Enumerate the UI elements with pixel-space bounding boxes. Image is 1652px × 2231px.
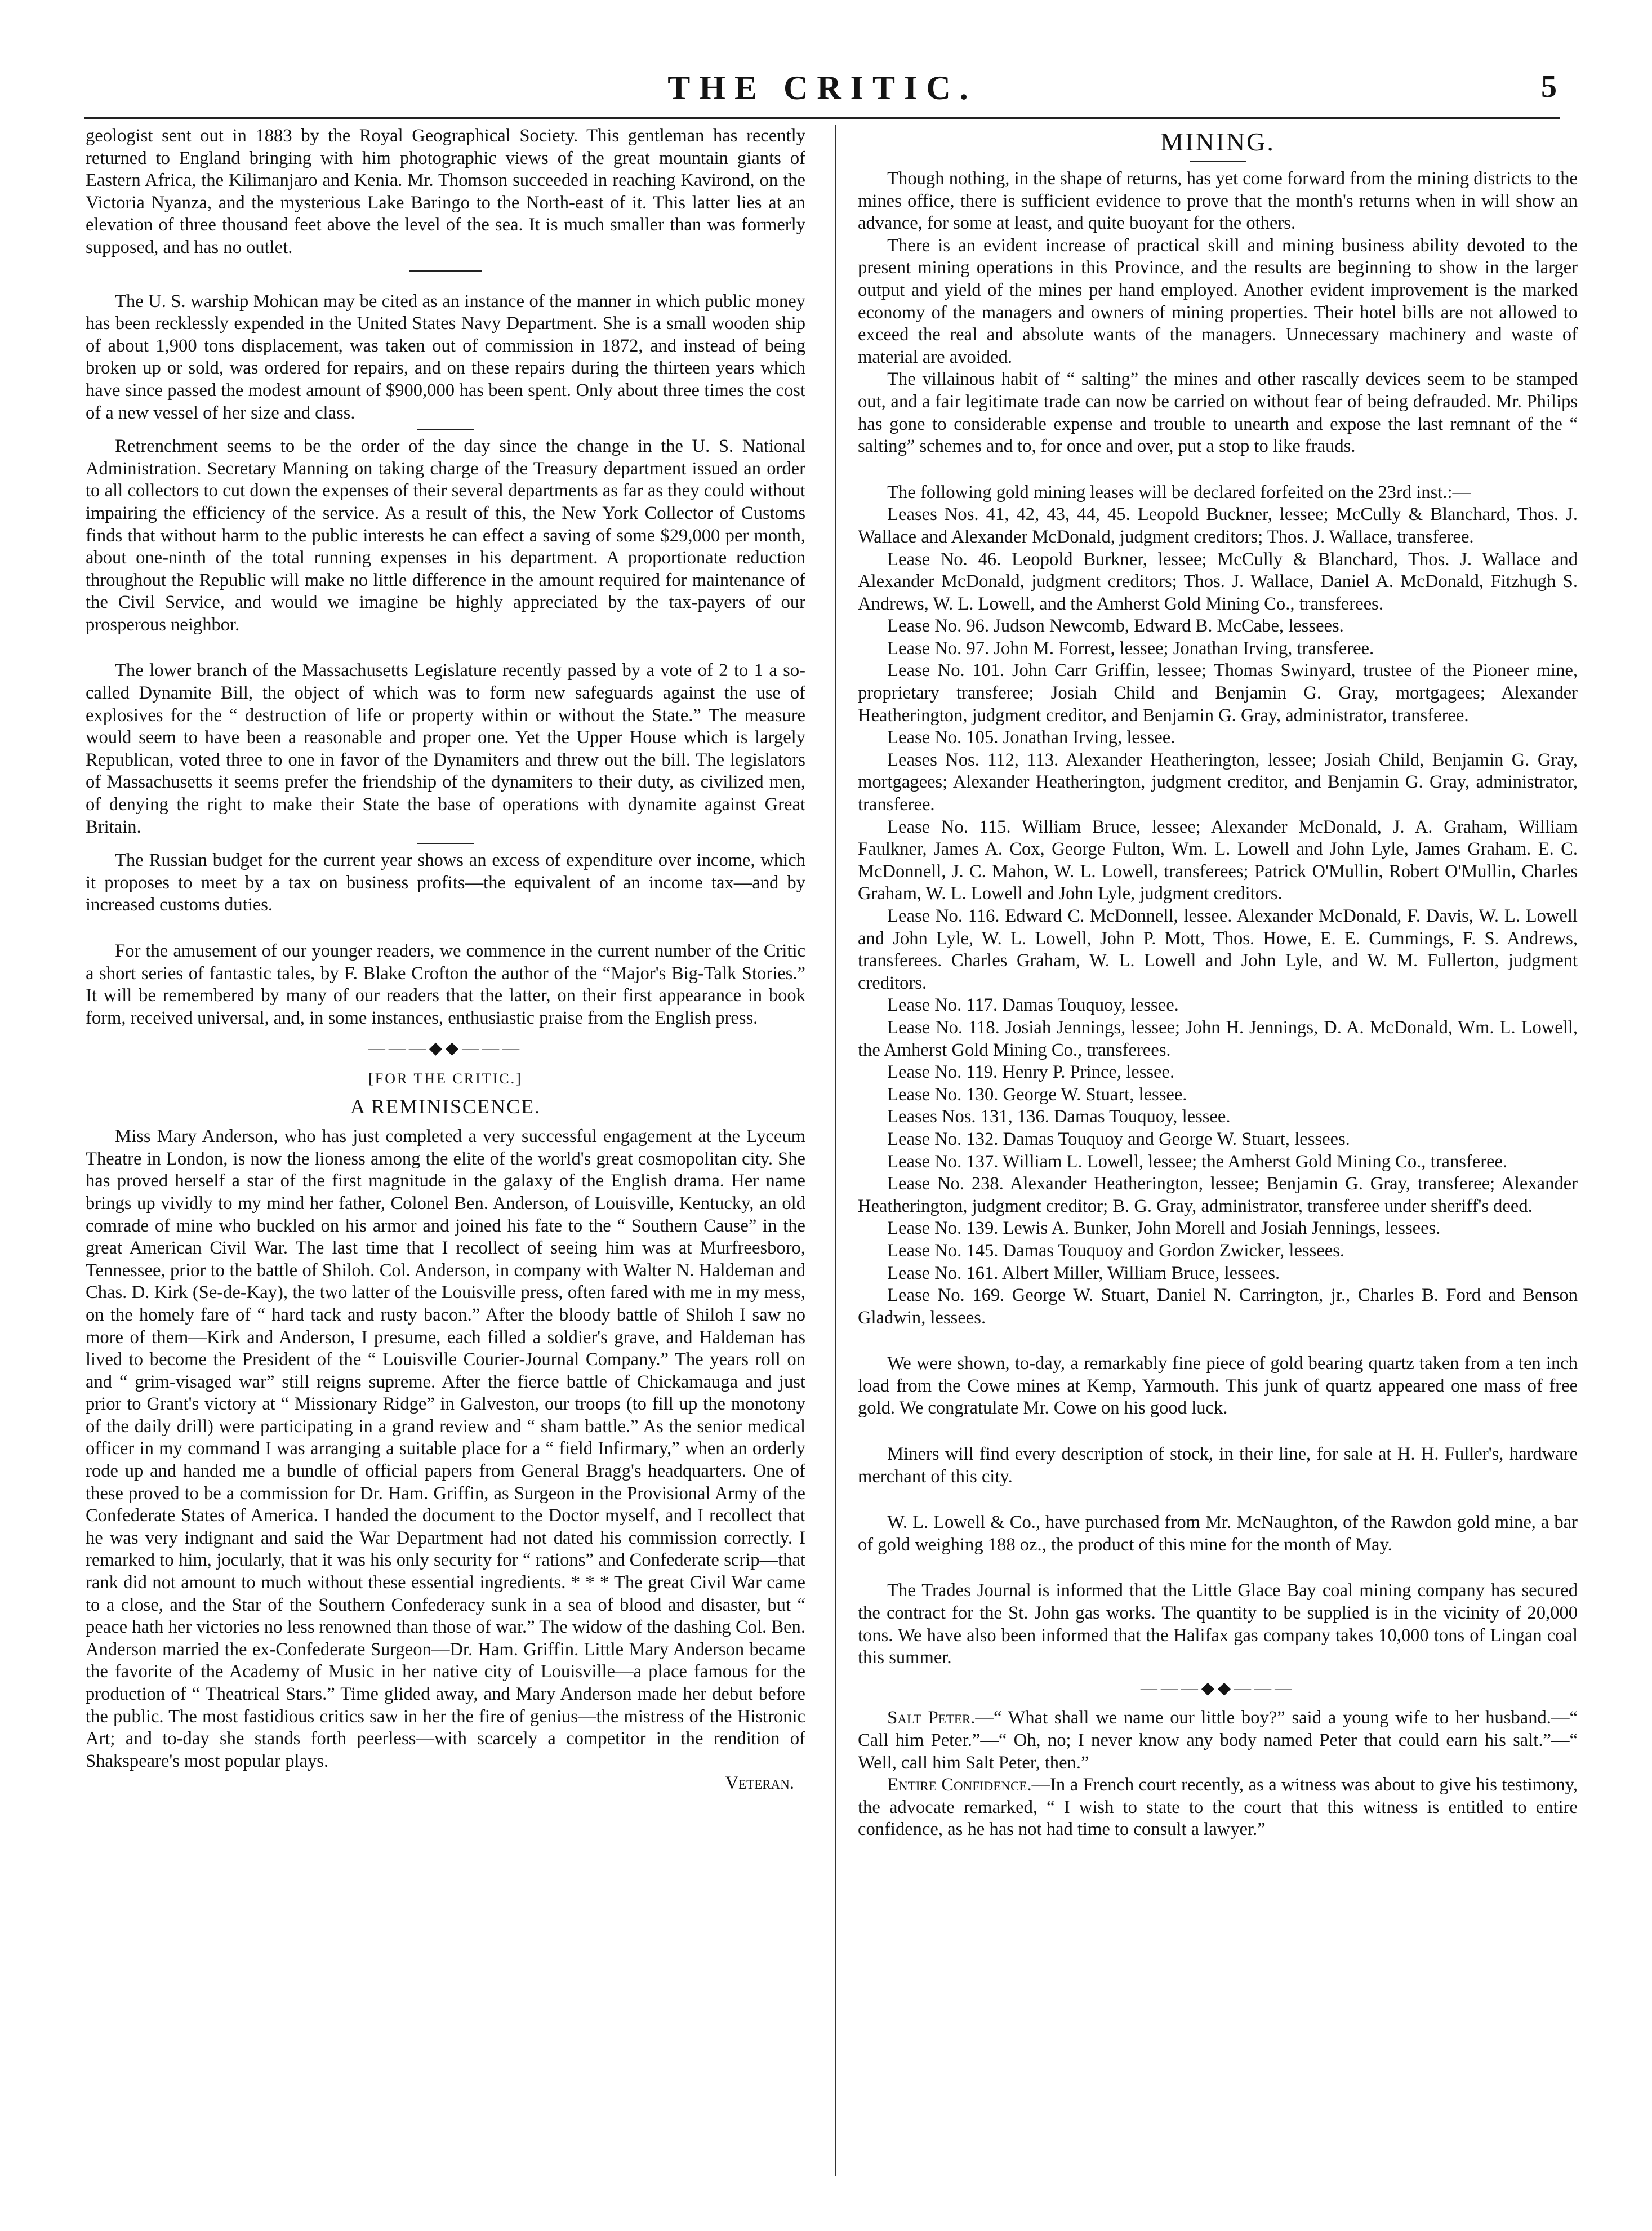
geology-paragraph: geologist sent out in 1883 by the Royal Geographical Society. This gentleman has recently returned to England bringing with him photographic views of the great mountain giants of Eastern Africa, the Kilimanjaro and Kenia. Mr. Thomson succeeded in reaching Kavirond, on the Victoria Nyanza, and the mysterious Lake Baringo to the North-east of it. This latter lies at an elevation of three thousand feet above the level of the sea. It is much smaller than was formerly supposed, and has no outlet. [86,126,805,257]
lease-entry: Lease No. 96. Judson Newcomb, Edward B. McCabe, lessees. [887,616,1344,637]
lease-entry: Leases Nos. 112, 113. Alexander Heatherington, lessee; Josiah Child, Benjamin G. Gray, mortgagees; Alexander Heatherington, judgment creditor, and Benjamin G. Gray, administrator, transferee. [858,749,1578,815]
lease-entry: Lease No. 132. Damas Touquoy and George W. Stuart, lessees. [887,1128,1350,1149]
lease-entry: Lease No. 161. Albert Miller, William Bruce, lessees. [887,1263,1280,1283]
confidence-paragraph [858,1774,1578,1841]
ornament-divider: ———◆◆——— [368,1039,523,1058]
page-header [84,66,1560,119]
amusement-paragraph: For the amusement of our younger readers, we commence in the current number of the Critic a short series of fantastic tales, by F. Blake Crofton the author of the “Major's Big-Talk Stories.” It will be remembered by many of our readers that the latter, on their first appearance in book form, received universal, and, in some instances, enthusiastic praise from the English press. [86,941,805,1028]
leases-list [858,504,1578,1329]
author-signature: Veteran. [725,1773,794,1794]
trades-journal-paragraph: The Trades Journal is informed that the Little Glace Bay coal mining company has secured the contract for the St. John gas works. The quantity to be supplied is in the vicinity of 20,000 tons. We have also been informed that the Halifax gas company takes 10,000 tons of Lingan coal this summer. [858,1580,1578,1668]
quartz-paragraph: We were shown, to-day, a remarkably fine piece of gold bearing quartz taken from a ten inch load from the Cowe mines at Kemp, Yarmouth. This junk of quartz appeared one mass of free gold. We congratulate Mr. Cowe on his good luck. [858,1353,1578,1419]
salt-peter-heading: Salt Peter. [887,1708,976,1728]
separator-rule [417,429,474,430]
lease-entry: Lease No. 118. Josiah Jennings, lessee; John H. Jennings, D. A. McDonald, Wm. L. Lowell, the Amherst Gold Mining Co., transferees. [858,1017,1578,1060]
retrenchment-paragraph: Retrenchment seems to be the order of the day since the change in the U. S. National Administration. Secretary Manning on taking charge of the Treasury department issued an order to all collectors to cut down the expenses of their several departments as far as they could without impairing the efficiency of the service. As a result of this, the New York Collector of Customs finds that without harm to the public interests he can effect a saving of some $29,000 per month, about one-ninth of the total running expenses in his department. A proportionate reduction throughout the Republic will make no little difference in the amount required for maintenance of the Civil Service, and would we imagine be highly appreciated by the tax-payers of our prosperous neighbor. [86,436,805,635]
lease-entry: Lease No. 97. John M. Forrest, lessee; Jonathan Irving, transferee. [887,638,1374,659]
masthead-title: THE CRITIC. [667,69,977,106]
lease-entry: Lease No. 117. Damas Touquoy, lessee. [887,995,1179,1016]
lease-entry: Lease No. 169. George W. Stuart, Daniel N. Carrington, jr., Charles B. Ford and Benson Gladwin, lessees. [858,1285,1578,1328]
lease-entry: Lease No. 238. Alexander Heatherington, lessee; Benjamin G. Gray, transferee; Alexander Heatherington, judgment creditor; B. G. Gray, administrator, transferee under sheriff's deed. [858,1174,1578,1216]
left-column [86,125,805,1795]
confidence-text: —In a French court recently, as a witness was about to give his testimony, the advocate remarked, “ I wish to state to the court that this witness is entitled to entire confidence, as he has not had time to consult a lawyer.” [858,1775,1578,1840]
ornament-divider: ———◆◆——— [1140,1678,1295,1697]
for-the-critic-tag: [FOR THE CRITIC.] [368,1070,523,1087]
lease-entry: Lease No. 145. Damas Touquoy and Gordon Zwicker, lessees. [887,1240,1345,1261]
confidence-heading: Entire Confidence. [887,1775,1032,1796]
salt-peter-text: —“ What shall we name our little boy?” said a young wife to her husband.—“ Call him Peter.”—“ Oh, no; I never know any body named Peter that could earn his salt.”—“ Well, call him Salt Peter, then.” [858,1708,1578,1773]
lease-entry: Lease No. 137. William L. Lowell, lessee; the Amherst Gold Mining Co., transferee. [887,1151,1508,1172]
page-number: 5 [1541,69,1557,104]
separator-rule [1190,161,1246,162]
lease-entry: Lease No. 116. Edward C. McDonnell, lessee. Alexander McDonald, F. Davis, W. L. Lowell and John Lyle, W. L. Lowell, John P. Mott, Thos. Howe, E. E. Cummings, F. S. Andrews, transferees. Charles Graham, W. L. Lowell and John Lyle, and W. M. Fullerton, judgment creditors. [858,906,1578,993]
lease-entry: Lease No. 139. Lewis A. Bunker, John Morell and Josiah Jennings, lessees. [887,1218,1441,1239]
salt-peter-paragraph [858,1707,1578,1774]
mining-heading: MINING. [1160,127,1275,156]
lease-entry: Leases Nos. 41, 42, 43, 44, 45. Leopold Buckner, lessee; McCully & Blanchard, Thos. J. Wallace and Alexander McDonald, judgment creditors; Thos. J. Wallace, transferee. [858,504,1578,547]
separator-rule [417,843,474,844]
column-divider [835,125,836,2176]
lease-entry: Lease No. 130. George W. Stuart, lessee. [887,1084,1187,1105]
lease-entry: Leases Nos. 131, 136. Damas Touquoy, lessee. [887,1106,1231,1127]
mining-paragraph-3: The villainous habit of “ salting” the mines and other rascally devices seem to be stamped out, and a fair legitimate trade can now be carried on without fear of being defrauded. Mr. Philips has gone to considerable expense and trouble to unearth and expose the last remnant of the “ salting” schemes and to, for once and over, put a stop to like frauds. [858,369,1578,457]
lowell-paragraph: W. L. Lowell & Co., have purchased from Mr. McNaughton, of the Rawdon gold mine, a bar of gold weighing 188 oz., the product of this mine for the month of May. [858,1512,1578,1555]
russian-budget-paragraph: The Russian budget for the current year shows an excess of expenditure over income, which it proposes to meet by a tax on business profits—the equivalent of an income tax—and by increased customs duties. [86,850,805,915]
lease-entry: Lease No. 119. Henry P. Prince, lessee. [887,1062,1175,1083]
separator-rule [409,270,482,272]
mining-paragraph-2: There is an evident increase of practical skill and mining business ability devoted to the present mining operations in this Province, and the results are beginning to show in the larger output and yield of the mines per hand employed. Another evident improvement is the marked economy of the managers and owners of mining properties. Their hotel bills are not allowed to exceed the real and absolute wants of the managers. Unnecessary machinery and waste of material are avoided. [858,235,1578,367]
lease-entry: Lease No. 46. Leopold Burkner, lessee; McCully & Blanchard, Thos. J. Wallace and Alexander McDonald, judgment creditors; Thos. J. Wallace, Daniel A. McDonald, Fitzhugh S. Andrews, W. L. Lowell, and the Amherst Gold Mining Co., transferees. [858,549,1578,614]
lease-entry: Lease No. 101. John Carr Griffin, lessee; Thomas Swinyard, trustee of the Pioneer mine, proprietary transferee; Josiah Child and Benjamin G. Gray, mortgagees; Alexander Heatherington, judgment creditor, and Benjamin G. Gray, administrator, transferee. [858,660,1578,726]
miners-stock-paragraph: Miners will find every description of stock, in their line, for sale at H. H. Fuller's, hardware merchant of this city. [858,1444,1578,1487]
right-column [858,125,1578,1841]
mohican-paragraph: The U. S. warship Mohican may be cited as an instance of the manner in which public money has been recklessly expended in the United States Navy Department. She is a small wooden ship of about 1,900 tons displacement, was taken out of commission in 1872, and instead of being broken up or sold, was ordered for repairs, and on these repairs during the thirteen years which have since passed the modest amount of $900,000 has been spent. Only about three times the cost of a new vessel of her size and class. [86,291,805,423]
reminiscence-heading: A REMINISCENCE. [350,1095,541,1118]
mining-paragraph-1: Though nothing, in the shape of returns, has yet come forward from the mining districts to the mines office, there is sufficient evidence to prove that the month's returns when in will show an advance, for some at least, and quite buoyant for the others. [858,168,1578,234]
massachusetts-paragraph: The lower branch of the Massachusetts Legislature recently passed by a vote of 2 to 1 a so-called Dynamite Bill, the object of which was to form new safeguards against the use of explosives for the “ destruction of life or property within or without the State.” The measure would seem to have been a reasonable and proper one. Yet the Upper House which is largely Republican, voted three to one in favor of the Dynamiters and threw out the bill. The legislators of Massachusetts it seems prefer the friendship of the dynamiters to their duty, as civilized men, of denying the right to make their State the base of operations with dynamite against Great Britain. [86,660,805,837]
leases-intro: The following gold mining leases will be declared forfeited on the 23rd inst.:— [887,482,1471,503]
lease-entry: Lease No. 115. William Bruce, lessee; Alexander McDonald, J. A. Graham, William Faulkner, James A. Cox, George Fulton, Wm. L. Lowell and John Lyle, James Graham. E. C. McDonnell, J. C. Mahon, W. L. Lowell, transferees; Patrick O'Mullin, Robert O'Mullin, Charles Graham, W. L. Lowell and John Lyle, judgment creditors. [858,816,1578,904]
lease-entry: Lease No. 105. Jonathan Irving, lessee. [887,727,1175,748]
reminiscence-paragraph: Miss Mary Anderson, who has just completed a very successful engagement at the Lyceum Theatre in London, is now the lioness among the elite of the world's great cosmopolitan city. She has proved herself a star of the first magnitude in the galaxy of the English drama. Her name brings up vividly to my mind her father, Colonel Ben. Anderson, of Louisville, Kentucky, an old comrade of mine who buckled on his armor and joined his fate to the “ Southern Cause” in the great American Civil War. The last time that I recollect of seeing him was at Murfreesboro, Tennessee, prior to the battle of Shiloh. Col. Anderson, in company with Walter N. Haldeman and Chas. D. Kirk (Se-de-Kay), the two latter of the Louisville press, often fared with me in my mess, on the homely fare of “ hard tack and rusty bacon.” After the bloody battle of Shiloh I saw no more of them—Kirk and Anderson, I presume, each filled a soldier's grave, and Haldeman has lived to become the President of the “ Louisville Courier-Journal Company.” The years roll on and “ grim-visaged war” still reigns supreme. After the fierce battle of Chickamauga and just prior to Grant's victory at “ Missionary Ridge” in Galveston, our troops (to fill up the monotony of the daily drill) were participating in a grand review and “ sham battle.” As the senior medical officer in my command I was arranging a suitable place for a “ field Infirmary,” when an orderly rode up and handed me a bundle of official papers from General Bragg's headquarters. One of these proved to be a commission for Dr. Ham. Griffin, as Surgeon in the Provisional Army of the Confederate States of America. I handed the document to the Doctor myself, and I recollect that he was very indignant and said the War Department had not dated his commission correctly. I remarked to him, jocularly, that it was his only security for “ rations” and Confederate scrip—that rank did not amount to much without these essential ingredients. * * * The great Civil War came to a close, and the Star of the Southern Confederacy sunk in a sea of blood and disaster, but “ peace hath her victories no less renowned than those of war.” The widow of the dashing Col. Ben. Anderson married the ex-Confederate Surgeon—Dr. Ham. Griffin. Little Mary Anderson became the favorite of the Academy of Music in her native city of Louisville—a place famous for the production of “ Theatrical Stars.” Time glided away, and Mary Anderson made her debut before the public. The most fastidious critics saw in her the fire of genius—the mistress of the Histronic Art; and to-day she stands forth peerless—with scarcely a competitor in the rendition of Shakspeare's most popular plays. [86,1126,805,1771]
